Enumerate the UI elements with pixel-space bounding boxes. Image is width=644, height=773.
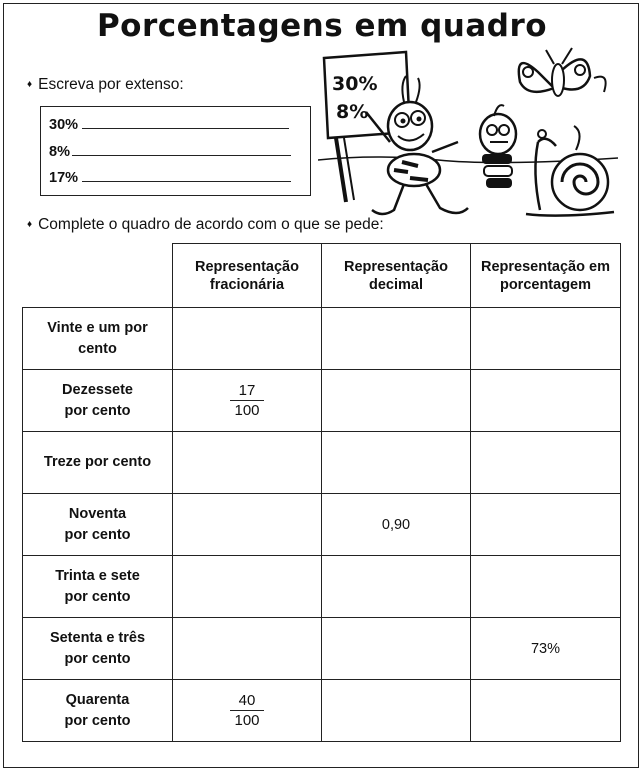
table-row (23, 308, 621, 370)
decimal-cell[interactable] (322, 680, 471, 742)
decimal-value: 0,90 (381, 516, 411, 533)
diamond-bullet-icon: ♦ (27, 79, 33, 90)
percent-value: 73% (530, 640, 561, 657)
table-header-row (23, 244, 621, 308)
fraction-cell[interactable] (173, 432, 322, 494)
fraction-numerator: 17 (238, 382, 256, 399)
sign-text-8: 8% (336, 101, 369, 123)
decimal-cell[interactable] (322, 432, 471, 494)
table-row (23, 680, 621, 742)
row-label: Trinta e sete por cento (23, 556, 173, 618)
butterfly-icon (519, 48, 606, 96)
decimal-cell[interactable] (322, 556, 471, 618)
fraction-cell[interactable] (173, 494, 322, 556)
fraction-bar (230, 710, 264, 711)
table-row (23, 618, 621, 680)
table-row (23, 556, 621, 618)
sign-text-30: 30% (332, 73, 378, 95)
percent-cell[interactable] (471, 308, 621, 370)
section2-prompt (27, 216, 384, 234)
percent-cell[interactable] (471, 432, 621, 494)
row-label: Vinte e um por cento (23, 308, 173, 370)
fraction-bar (230, 400, 264, 401)
answer-rule[interactable] (82, 117, 289, 129)
table-row (23, 494, 621, 556)
fraction-cell[interactable] (173, 370, 322, 432)
table-row (23, 370, 621, 432)
decimal-cell[interactable] (322, 618, 471, 680)
fraction-denominator: 100 (234, 712, 260, 729)
fraction-cell[interactable] (173, 618, 322, 680)
row-label: Treze por cento (23, 432, 173, 494)
fraction-value (230, 692, 264, 729)
percent-cell[interactable] (471, 618, 621, 680)
fraction-value (230, 382, 264, 419)
fraction-cell[interactable] (173, 556, 322, 618)
percentage-table (22, 243, 621, 742)
answer-rule[interactable] (82, 170, 291, 182)
caterpillar-icon (480, 105, 516, 188)
decimal-cell[interactable] (322, 308, 471, 370)
row-label: Quarenta por cento (23, 680, 173, 742)
table-row (23, 432, 621, 494)
write-out-box (40, 106, 311, 196)
write-line-label: 30% (49, 117, 79, 133)
row-label: Noventa por cento (23, 494, 173, 556)
percent-cell[interactable] (471, 494, 621, 556)
fraction-numerator: 40 (238, 692, 256, 709)
write-line-label: 17% (49, 170, 79, 186)
header-decimal: Representação decimal (322, 244, 471, 308)
percent-cell[interactable] (471, 680, 621, 742)
section1-prompt (27, 76, 184, 94)
header-corner (23, 244, 173, 308)
decimal-cell[interactable] (322, 370, 471, 432)
cartoon-insects-illustration (318, 42, 618, 232)
row-label: Dezessete por cento (23, 370, 173, 432)
fraction-denominator: 100 (234, 402, 260, 419)
section2-prompt-text: Complete o quadro de acordo com o que se pede: (38, 216, 384, 233)
fraction-cell[interactable] (173, 308, 322, 370)
header-percentage: Representação em porcentagem (471, 244, 621, 308)
snail-icon (526, 126, 614, 216)
header-fraction: Representação fracionária (173, 244, 322, 308)
row-label: Setenta e três por cento (23, 618, 173, 680)
write-line-label: 8% (49, 144, 70, 160)
section1-prompt-text: Escreva por extenso: (38, 76, 184, 93)
write-line-30[interactable] (49, 117, 289, 133)
answer-rule[interactable] (72, 144, 291, 156)
write-line-17[interactable] (49, 170, 291, 186)
page-title: Porcentagens em quadro (96, 8, 548, 44)
write-line-8[interactable] (49, 144, 291, 160)
diamond-bullet-icon: ♦ (27, 219, 33, 230)
percent-cell[interactable] (471, 370, 621, 432)
fraction-cell[interactable] (173, 680, 322, 742)
percent-cell[interactable] (471, 556, 621, 618)
decimal-cell[interactable] (322, 494, 471, 556)
